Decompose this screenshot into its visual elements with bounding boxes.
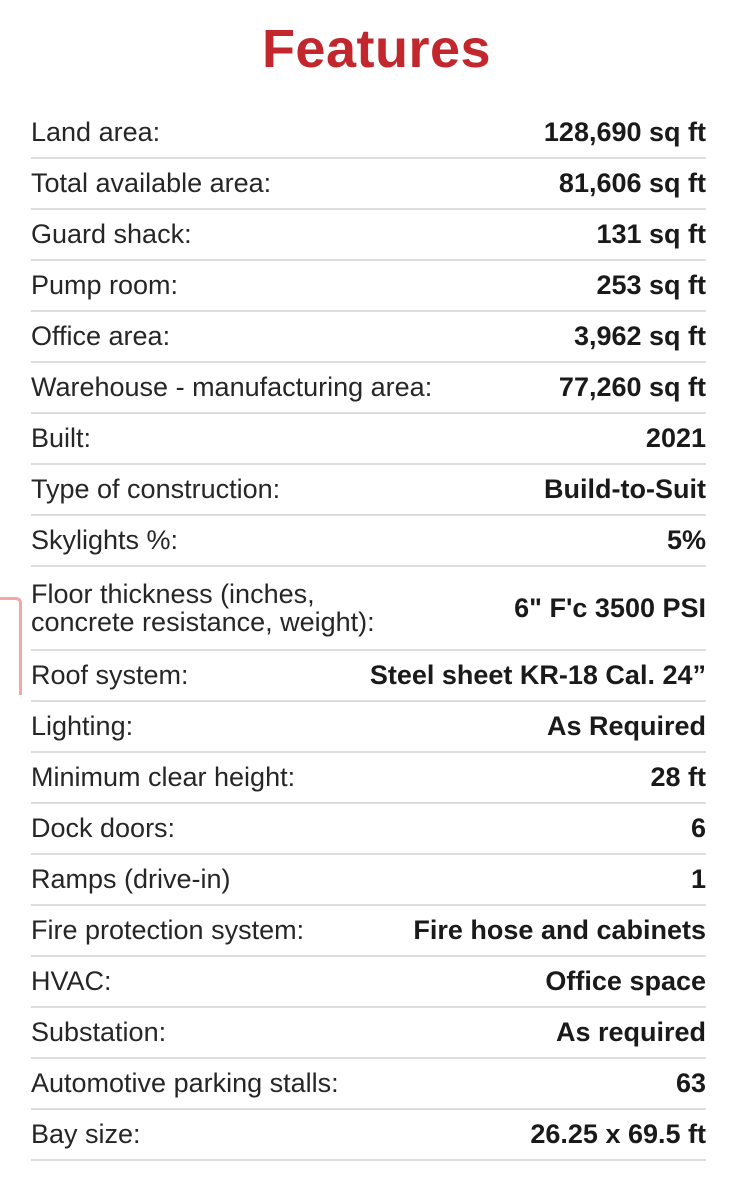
row-label: Fire protection system:: [31, 915, 305, 945]
row-label: Roof system:: [31, 660, 189, 690]
page-title: Features: [261, 19, 492, 79]
row-label: Built:: [31, 423, 92, 453]
table-row: [31, 1008, 706, 1059]
row-label-line2: concrete resistance, weight):: [31, 607, 375, 637]
row-label: Ramps (drive-in): [31, 864, 231, 894]
row-value: 26.25 x 69.5 ft: [530, 1119, 706, 1149]
table-row: [31, 567, 706, 651]
row-value: 253 sq ft: [596, 270, 706, 300]
features-table: [31, 108, 706, 1161]
row-value: 63: [675, 1068, 706, 1098]
row-value: As required: [555, 1017, 706, 1047]
row-value: 3,962 sq ft: [573, 321, 706, 351]
row-label: Guard shack:: [31, 219, 192, 249]
row-value: 5%: [666, 525, 706, 555]
table-row: [31, 108, 706, 159]
row-value: 1: [690, 864, 706, 894]
row-label: Warehouse - manufacturing area:: [31, 372, 433, 402]
row-label: Bay size:: [31, 1119, 141, 1149]
table-row: [31, 261, 706, 312]
table-row: [31, 363, 706, 414]
table-row: [31, 159, 706, 210]
row-value: As Required: [546, 711, 706, 741]
row-label: Dock doors:: [31, 813, 176, 843]
table-row: [31, 210, 706, 261]
table-row: [31, 312, 706, 363]
row-value: 2021: [645, 423, 706, 453]
row-value: 81,606 sq ft: [558, 168, 706, 198]
table-row: [31, 651, 706, 702]
row-value: 128,690 sq ft: [543, 117, 706, 147]
row-label: Lighting:: [31, 711, 134, 741]
row-value: 77,260 sq ft: [558, 372, 706, 402]
row-label: Office area:: [31, 321, 171, 351]
row-value: 28 ft: [650, 762, 706, 792]
table-row: [31, 465, 706, 516]
row-label: HVAC:: [31, 966, 112, 996]
row-label-line1: Floor thickness (inches,: [31, 579, 315, 609]
row-label: Total available area:: [31, 168, 272, 198]
annotation-mark: [0, 597, 22, 695]
table-row: [31, 753, 706, 804]
row-value: Office space: [545, 966, 706, 996]
row-label: Land area:: [31, 117, 161, 147]
row-value: 131 sq ft: [596, 219, 706, 249]
table-row: [31, 516, 706, 567]
row-label: [31, 580, 375, 636]
row-value: Steel sheet KR-18 Cal. 24”: [369, 660, 706, 690]
table-row: [31, 414, 706, 465]
row-label: Automotive parking stalls:: [31, 1068, 339, 1098]
table-row: [31, 1059, 706, 1110]
row-value: Build-to-Suit: [544, 474, 706, 504]
table-row: [31, 855, 706, 906]
row-value: Fire hose and cabinets: [413, 915, 706, 945]
row-label: Pump room:: [31, 270, 179, 300]
table-row: [31, 906, 706, 957]
table-row: [31, 1110, 706, 1161]
row-label: Type of construction:: [31, 474, 281, 504]
row-value: 6" F'c 3500 PSI: [514, 592, 706, 623]
row-label: Substation:: [31, 1017, 167, 1047]
row-value: 6: [690, 813, 706, 843]
table-row: [31, 804, 706, 855]
table-row: [31, 702, 706, 753]
row-label: Minimum clear height:: [31, 762, 296, 792]
table-row: [31, 957, 706, 1008]
row-label: Skylights %:: [31, 525, 179, 555]
